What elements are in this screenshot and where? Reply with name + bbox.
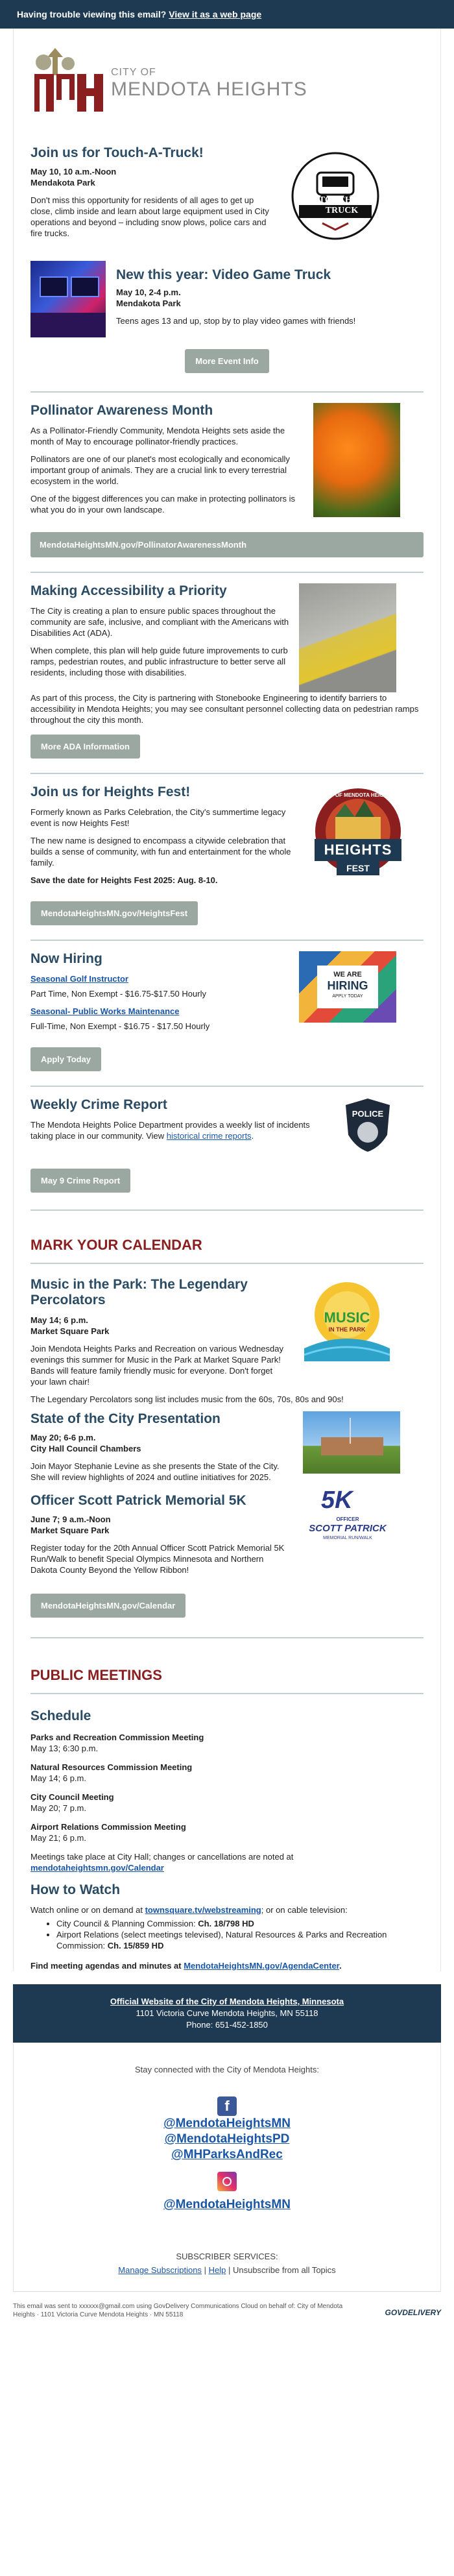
meeting-item (30, 1762, 424, 1784)
channel-label: Airport Relations (select meetings televised), Natural Resources & Parks and Recreation Commission: (56, 1930, 387, 1950)
music-in-park-logo (298, 1277, 396, 1368)
music-badge-main: MUSIC (324, 1309, 370, 1326)
touch-a-truck-badge-text: TOUCH-A-TRUCK (318, 195, 365, 215)
meeting-item (30, 1732, 424, 1754)
meeting-name: Parks and Recreation Commission Meeting (30, 1732, 204, 1742)
manage-subscriptions-link[interactable]: Manage Subscriptions (118, 2265, 202, 2275)
cable-channel-item (56, 1929, 424, 1951)
logo-city-name: MENDOTA HEIGHTS (111, 79, 307, 100)
meeting-item (30, 1821, 424, 1843)
meeting-list (30, 1732, 424, 1843)
more-ada-information-button[interactable]: More ADA Information (30, 735, 140, 759)
logo-city-of: CITY OF (111, 67, 156, 78)
memorial-5k-location: Market Square Park (30, 1525, 110, 1535)
hiring-section (30, 941, 424, 1071)
memorial-5k-description: Register today for the 20th Annual Officer Scott Patrick Memorial 5K Run/Walk to benefit Special Olympics Minnesota and Northern Dakota County Beyond the Yellow Ribbon! (30, 1543, 285, 1575)
state-of-city-title: State of the City Presentation (30, 1411, 221, 1426)
heights-fest-section (30, 774, 424, 925)
meeting-date: May 14; 6 p.m. (30, 1773, 86, 1783)
watch-online-tail: ; or on cable television: (261, 1905, 348, 1915)
touch-a-truck-title: Join us for Touch-A-Truck! (30, 145, 204, 160)
meeting-name: Natural Resources Commission Meeting (30, 1762, 193, 1772)
crime-report-description: The Mendota Heights Police Department provides a weekly list of incidents taking place in our community. View (30, 1120, 310, 1141)
memorial-5k-badge-officer: OFFICER (336, 1516, 359, 1522)
golf-instructor-detail: Part Time, Non Exempt - $16.75-$17.50 Hourly (30, 989, 206, 999)
social-section (13, 2043, 441, 2291)
video-game-truck-description: Teens ages 13 and up, stop by to play video games with friends! (116, 316, 356, 326)
heights-fest-name: The new name is designed to encompass a citywide celebration that builds a sense of community, with fun and entertainment for the whole family. (30, 836, 291, 868)
heights-fest-logo (309, 784, 407, 888)
city-phone: Phone: 651-452-1850 (186, 2020, 268, 2030)
pollinator-landscape: One of the biggest differences you can make in protecting pollinators is what you do in your own landscape. (30, 494, 296, 515)
music-in-park-location: Market Square Park (30, 1326, 110, 1336)
townsquare-link[interactable]: townsquare.tv/webstreaming (145, 1905, 261, 1915)
pollinator-importance: Pollinators are one of our planet's most ecologically and economically important group of animals. They are a crucial link to every terrestrial ecosystem in the world. (30, 454, 290, 486)
accessibility-partnership: As part of this process, the City is partnering with Stonebooke Engineering to identify barriers to accessibility in Mendota Heights; you may see consultant personnel collecting data on pedestrian ramps throughout the city this month. (30, 693, 419, 725)
memorial-5k-title: Officer Scott Patrick Memorial 5K (30, 1493, 246, 1508)
touch-a-truck-description: Don't miss this opportunity for residents of all ages to get up close, climb inside and learn about large equipment used in City operations and beyond – including snow plows, police cars and fire trucks. (30, 195, 269, 238)
meeting-date: May 21; 6 p.m. (30, 1833, 86, 1843)
city-address: 1101 Victoria Curve Mendota Heights, MN 55118 (136, 2008, 318, 2018)
music-in-park-title: Music in the Park: The Legendary Percolators (30, 1277, 248, 1307)
trouble-text: Having trouble viewing this email? (17, 9, 167, 19)
heights-fest-badge-sub: FEST (346, 863, 370, 873)
meeting-item (30, 1792, 424, 1814)
state-of-city-location: City Hall Council Chambers (30, 1444, 141, 1453)
accessibility-section (30, 573, 424, 759)
facebook-icon[interactable]: f (217, 2096, 237, 2116)
subscriber-services-title: SUBSCRIBER SERVICES: (176, 2252, 278, 2261)
calendar-page-link[interactable]: mendotaheightsmn.gov/Calendar (30, 1863, 164, 1873)
view-online-bar (0, 0, 454, 29)
heights-fest-title: Join us for Heights Fest! (30, 784, 191, 799)
pollinator-flower-image (313, 403, 400, 517)
city-logo (30, 29, 424, 139)
crime-report-section: Weekly Crime Report The Mendota Heights Police Department provides a weekly list of incidents taking place in our community. View historical crime reports. POLICE May 9 Crime Report (30, 1087, 424, 1193)
video-game-truck-date: May 10, 2-4 p.m. (116, 287, 181, 297)
facebook-police-link[interactable]: @MendotaHeightsPD (164, 2132, 290, 2146)
hiring-badge-line3: APPLY TODAY (332, 994, 363, 999)
we-are-hiring-image (299, 951, 396, 1023)
divider (30, 1263, 424, 1264)
pollinator-title: Pollinator Awareness Month (30, 403, 213, 418)
separator-1: | (204, 2265, 206, 2275)
cable-channel-item (56, 1918, 424, 1929)
pollinator-intro: As a Pollinator-Friendly Community, Mendota Heights sets aside the month of May to encourage pollinator-friendly practices. (30, 426, 285, 446)
crime-report-title: Weekly Crime Report (30, 1097, 167, 1112)
apply-today-button[interactable]: Apply Today (30, 1047, 101, 1071)
view-web-page-link[interactable]: View it as a web page (169, 9, 262, 19)
music-in-park-description: Join Mendota Heights Parks and Recreation on various Wednesday evenings this summer for Music in the Park at Market Square Park! Bands will feature family friendly music for everyone. Don't forget your lawn chair! (30, 1344, 283, 1387)
curb-ramp-image (299, 583, 396, 692)
email-body (13, 29, 441, 1971)
heights-fest-link-button[interactable]: MendotaHeightsMN.gov/HeightsFest (30, 901, 198, 925)
instagram-city-link[interactable]: @MendotaHeightsMN (163, 2198, 291, 2211)
video-game-truck-image (30, 261, 106, 337)
unsubscribe-link[interactable]: Unsubscribe from all Topics (232, 2265, 336, 2275)
official-website-footer (13, 1984, 441, 2043)
heights-fest-badge-main: HEIGHTS (324, 842, 392, 858)
memorial-5k-date: June 7; 9 a.m.-Noon (30, 1514, 111, 1524)
touch-a-truck-date: May 10, 10 a.m.-Noon (30, 167, 117, 176)
state-of-city-description: Join Mayor Stephanie Levine as she presents the State of the City. She will review highlights of 2024 and outline initiatives for 2025. (30, 1461, 280, 1482)
public-works-detail: Full-Time, Non Exempt - $16.75 - $17.50 Hourly (30, 1021, 210, 1031)
divider (30, 1693, 424, 1694)
meeting-name: Airport Relations Commission Meeting (30, 1822, 186, 1832)
official-website-link[interactable]: Official Website of the City of Mendota Heights, Minnesota (110, 1997, 344, 2006)
facebook-city-link[interactable]: @MendotaHeightsMN (163, 2117, 291, 2130)
meeting-date: May 20; 7 p.m. (30, 1803, 86, 1813)
golf-instructor-link[interactable]: Seasonal Golf Instructor (30, 974, 128, 984)
public-meetings-section: PUBLIC MEETINGS Schedule Parks and Recreation Commission Meeting May 13; 6:30 p.m. Natural Resources Commission Meeting May 14; 6 p.m. City Council Meeting May 20; 7 p.m. Airport Relations Commission Meeting May 21; 6 p.m. Meetings take place at City Hall; changes or cancellations are noted at mendotaheightsmn.gov/Calendar How to Watch Watch online or on demand at townsquare.tv/webstreaming; or on cable television: • City Council & Planning Commission: Ch. 18/798 HD • Airport Relations (select meetings televised), Natural Resources & Parks and Recreation Commission: Ch. 15/859 HD Find meeting agendas and minutes at MendotaHeightsMN.gov/AgendaCenter. (30, 1638, 424, 1971)
pollinator-section (30, 393, 424, 557)
calendar-title: MARK YOUR CALENDAR (30, 1237, 202, 1253)
watch-online-text: Watch online or on demand at (30, 1905, 143, 1915)
hiring-title: Now Hiring (30, 951, 102, 966)
public-works-link[interactable]: Seasonal- Public Works Maintenance (30, 1006, 180, 1016)
schedule-heading: Schedule (30, 1708, 91, 1723)
memorial-5k-badge-big: 5K (321, 1487, 353, 1514)
city-logo-text (111, 67, 307, 101)
percolators-songs: The Legendary Percolators song list includes music from the 60s, 70s, 80s and 90s! (30, 1394, 344, 1404)
memorial-5k-badge-sub: MEMORIAL RUN/WALK (323, 1536, 372, 1540)
agenda-center-link[interactable]: MendotaHeightsMN.gov/AgendaCenter (184, 1961, 340, 1971)
fine-print-text: This email was sent to xxxxxx@gmail.com using GovDelivery Communications Cloud on behalf of: City of Mendota Heights · 1101 Victoria Curve Mendota Heights · MN 55118 (13, 2303, 343, 2318)
cable-channel-list (30, 1918, 424, 1951)
how-to-watch-heading: How to Watch (30, 1882, 121, 1897)
meeting-name: City Council Meeting (30, 1792, 114, 1802)
meeting-location-note: Meetings take place at City Hall; changes or cancellations are noted at (30, 1852, 294, 1862)
channel-label: City Council & Planning Commission: (56, 1919, 198, 1928)
heights-fest-save-date: Save the date for Heights Fest 2025: Aug. 8-10. (30, 875, 218, 885)
hiring-badge-line2: HIRING (327, 979, 368, 992)
agenda-text: Find meeting agendas and minutes at (30, 1961, 182, 1971)
video-game-truck-location: Mendakota Park (116, 298, 181, 308)
stay-connected-text: Stay connected with the City of Mendota Heights: (135, 2065, 319, 2074)
facebook-parks-link[interactable]: @MHParksAndRec (171, 2148, 283, 2161)
state-of-city-date: May 20; 6-6 p.m. (30, 1433, 96, 1442)
heights-fest-formerly: Formerly known as Parks Celebration, the City's summertime legacy event is now Heights Fest! (30, 807, 286, 828)
police-badge-text: POLICE (352, 1109, 384, 1119)
music-in-park-date: May 14; 6 p.m. (30, 1315, 88, 1325)
hiring-badge-line1: WE ARE (333, 971, 362, 978)
separator-2: | (228, 2265, 231, 2275)
calendar-link-button[interactable]: MendotaHeightsMN.gov/Calendar (30, 1594, 185, 1618)
police-badge-icon (342, 1097, 394, 1153)
more-event-info-button[interactable]: More Event Info (185, 349, 269, 373)
meeting-date: May 13; 6:30 p.m. (30, 1744, 99, 1753)
help-link[interactable]: Help (208, 2265, 226, 2275)
touch-a-truck-section (30, 139, 424, 373)
touch-a-truck-location: Mendakota Park (30, 178, 95, 188)
city-logo-mark-icon (30, 48, 107, 119)
heights-fest-badge-top: CITY OF MENDOTA HEIGHTS (322, 792, 394, 798)
channel-number: Ch. 18/798 HD (198, 1919, 254, 1928)
channel-number: Ch. 15/859 HD (107, 1941, 164, 1950)
music-badge-sub: IN THE PARK (328, 1326, 366, 1333)
pollinator-link-button[interactable]: MendotaHeightsMN.gov/PollinatorAwarenessMonth (30, 532, 424, 557)
city-hall-image (303, 1411, 400, 1474)
crime-report-button[interactable]: May 9 Crime Report (30, 1169, 130, 1193)
calendar-section (30, 1211, 424, 1618)
govdelivery-logo: GOVDELIVERY (385, 2308, 441, 2317)
video-game-truck-title: New this year: Video Game Truck (116, 267, 331, 282)
fine-print (0, 2302, 454, 2319)
historical-crime-reports-link[interactable]: historical crime reports (166, 1131, 252, 1141)
accessibility-title: Making Accessibility a Priority (30, 583, 227, 598)
instagram-icon[interactable] (217, 2172, 237, 2191)
accessibility-improvements: When complete, this plan will help guide future improvements to curb ramps, pedestrian routes, and public infrastructure to better serve all residents, including those with disabilities. (30, 646, 288, 677)
public-meetings-title: PUBLIC MEETINGS (30, 1667, 162, 1683)
accessibility-plan: The City is creating a plan to ensure public spaces throughout the community are safe, inclusive, and compliant with the Americans with Disabilities Act (ADA). (30, 606, 289, 638)
memorial-5k-badge-name: SCOTT PATRICK (309, 1523, 387, 1534)
memorial-5k-logo (299, 1487, 396, 1551)
